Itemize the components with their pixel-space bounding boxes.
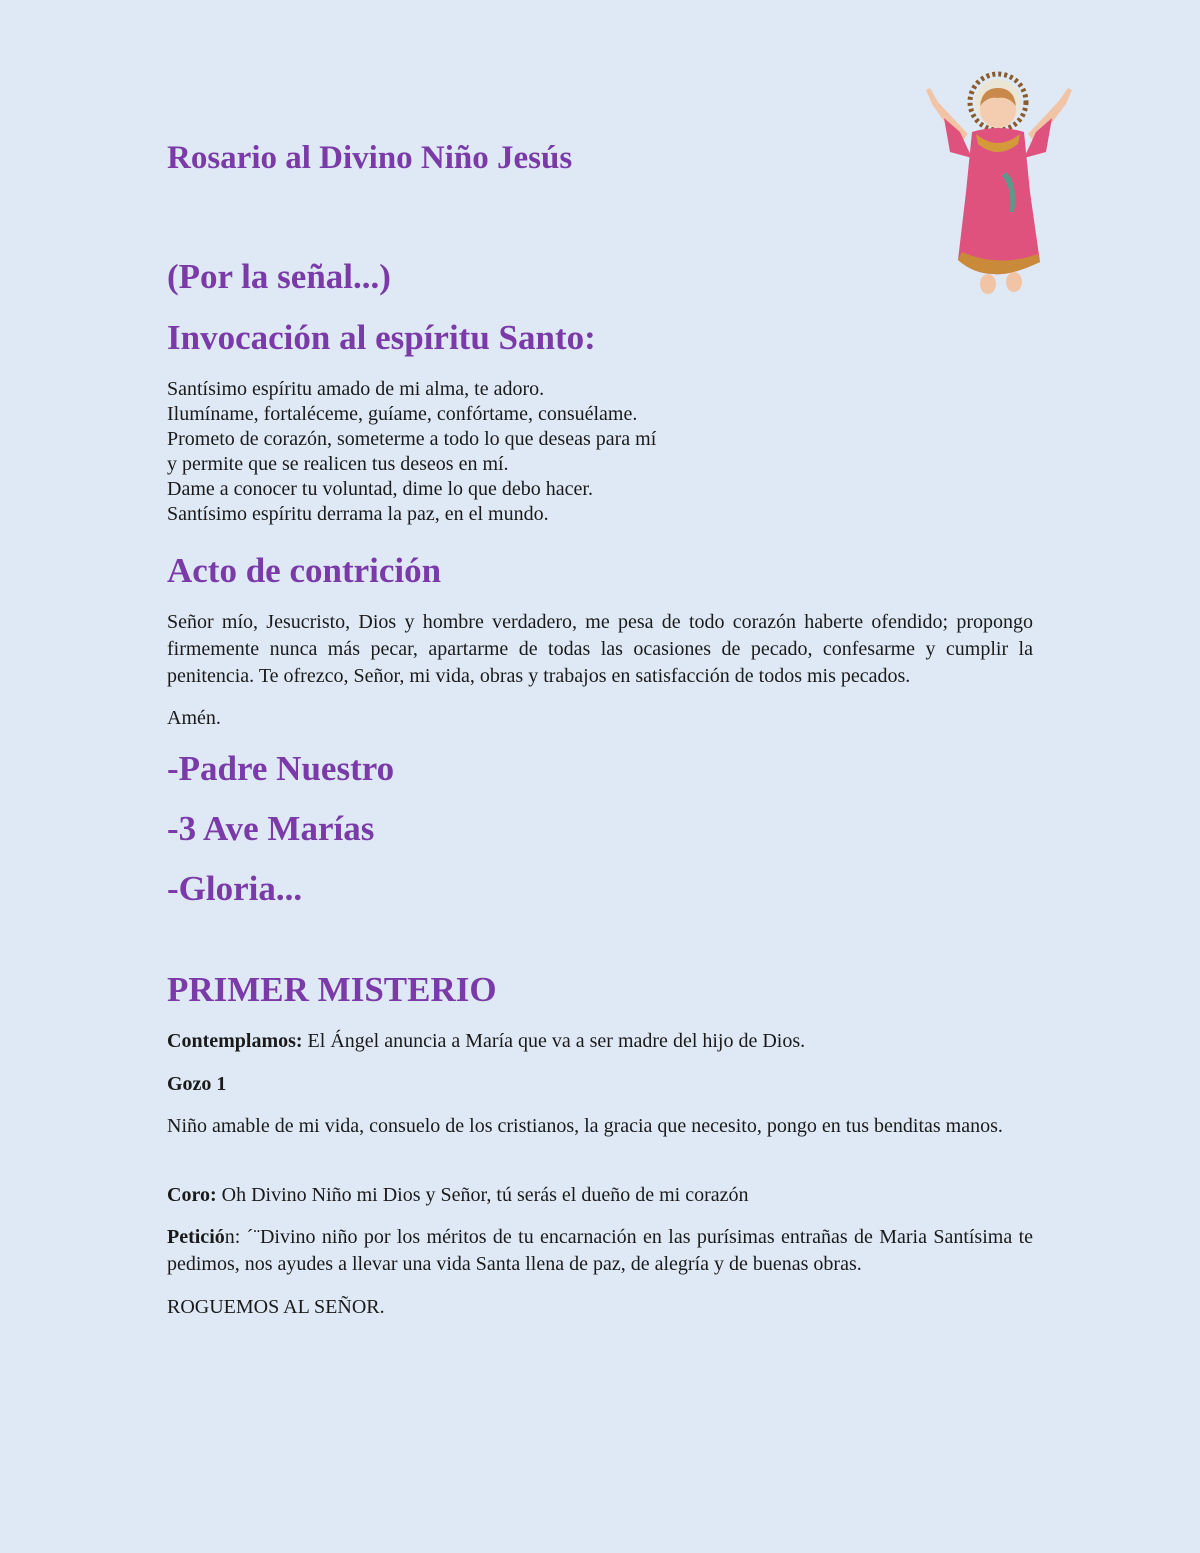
coro-paragraph [167,1182,1033,1209]
invocation-heading: Invocación al espíritu Santo: [167,318,596,357]
sign-of-cross-heading: (Por la señal...) [167,257,391,296]
prayer-line: Santísimo espíritu amado de mi alma, te adoro. [167,378,545,400]
contemplate-paragraph [167,1028,1033,1055]
amen-text: Amén. [167,707,221,729]
contemplate-label: Contemplamos: [167,1030,303,1052]
gozo-label [167,1071,1033,1098]
peticion-paragraph [167,1224,1033,1278]
contrition-heading: Acto de contrición [167,551,442,590]
prayer-line: Prometo de corazón, someterme a todo lo que deseas para mí [167,428,657,450]
padre-nuestro-heading: -Padre Nuestro [167,749,395,788]
prayer-line: y permite que se realicen tus deseos en mí. [167,453,509,475]
coro-text: Oh Divino Niño mi Dios y Señor, tú serás el dueño de mi corazón [216,1184,749,1206]
prayer-line: Dame a conocer tu voluntad, dime lo que debo hacer. [167,478,593,500]
gozo-text: Niño amable de mi vida, consuelo de los cristianos, la gracia que necesito, pongo en tus benditas manos. [167,1115,1003,1137]
document-title: Rosario al Divino Niño Jesús [167,140,573,176]
invocation-prayer [167,377,656,527]
gozo-title: Gozo 1 [167,1073,227,1095]
coro-label: Coro: [167,1184,217,1206]
prayer-line: Ilumíname, fortaléceme, guíame, confórtame, consuélame. [167,403,638,425]
gloria-heading: -Gloria... [167,869,303,908]
roguemos-text: ROGUEMOS AL SEÑOR. [167,1296,385,1318]
divino-nino-image [910,62,1085,307]
contemplate-text: El Ángel anuncia a María que va a ser madre del hijo de Dios. [302,1030,806,1052]
first-mystery-heading: PRIMER MISTERIO [167,970,497,1009]
peticion-text: n: ´¨Divino niño por los méritos de tu encarnación en las purísimas entrañas de Maria Santísima te pedimos, nos ayudes a llevar una vida Santa llena de paz, de alegría y de buenas obras. [167,1226,1033,1275]
ave-marias-heading: -3 Ave Marías [167,809,375,848]
contrition-text: Señor mío, Jesucristo, Dios y hombre verdadero, me pesa de todo corazón haberte ofendido; propongo firmemente nunca más pecar, apartarme de todas las ocasiones de pecado, confesarme y cumplir la penitencia. Te ofrezco, Señor, mi vida, obras y trabajos en satisfacción de todos mis pecados. [167,611,1033,687]
prayer-line: Santísimo espíritu derrama la paz, en el mundo. [167,503,549,525]
peticion-label: Petició [167,1226,225,1248]
